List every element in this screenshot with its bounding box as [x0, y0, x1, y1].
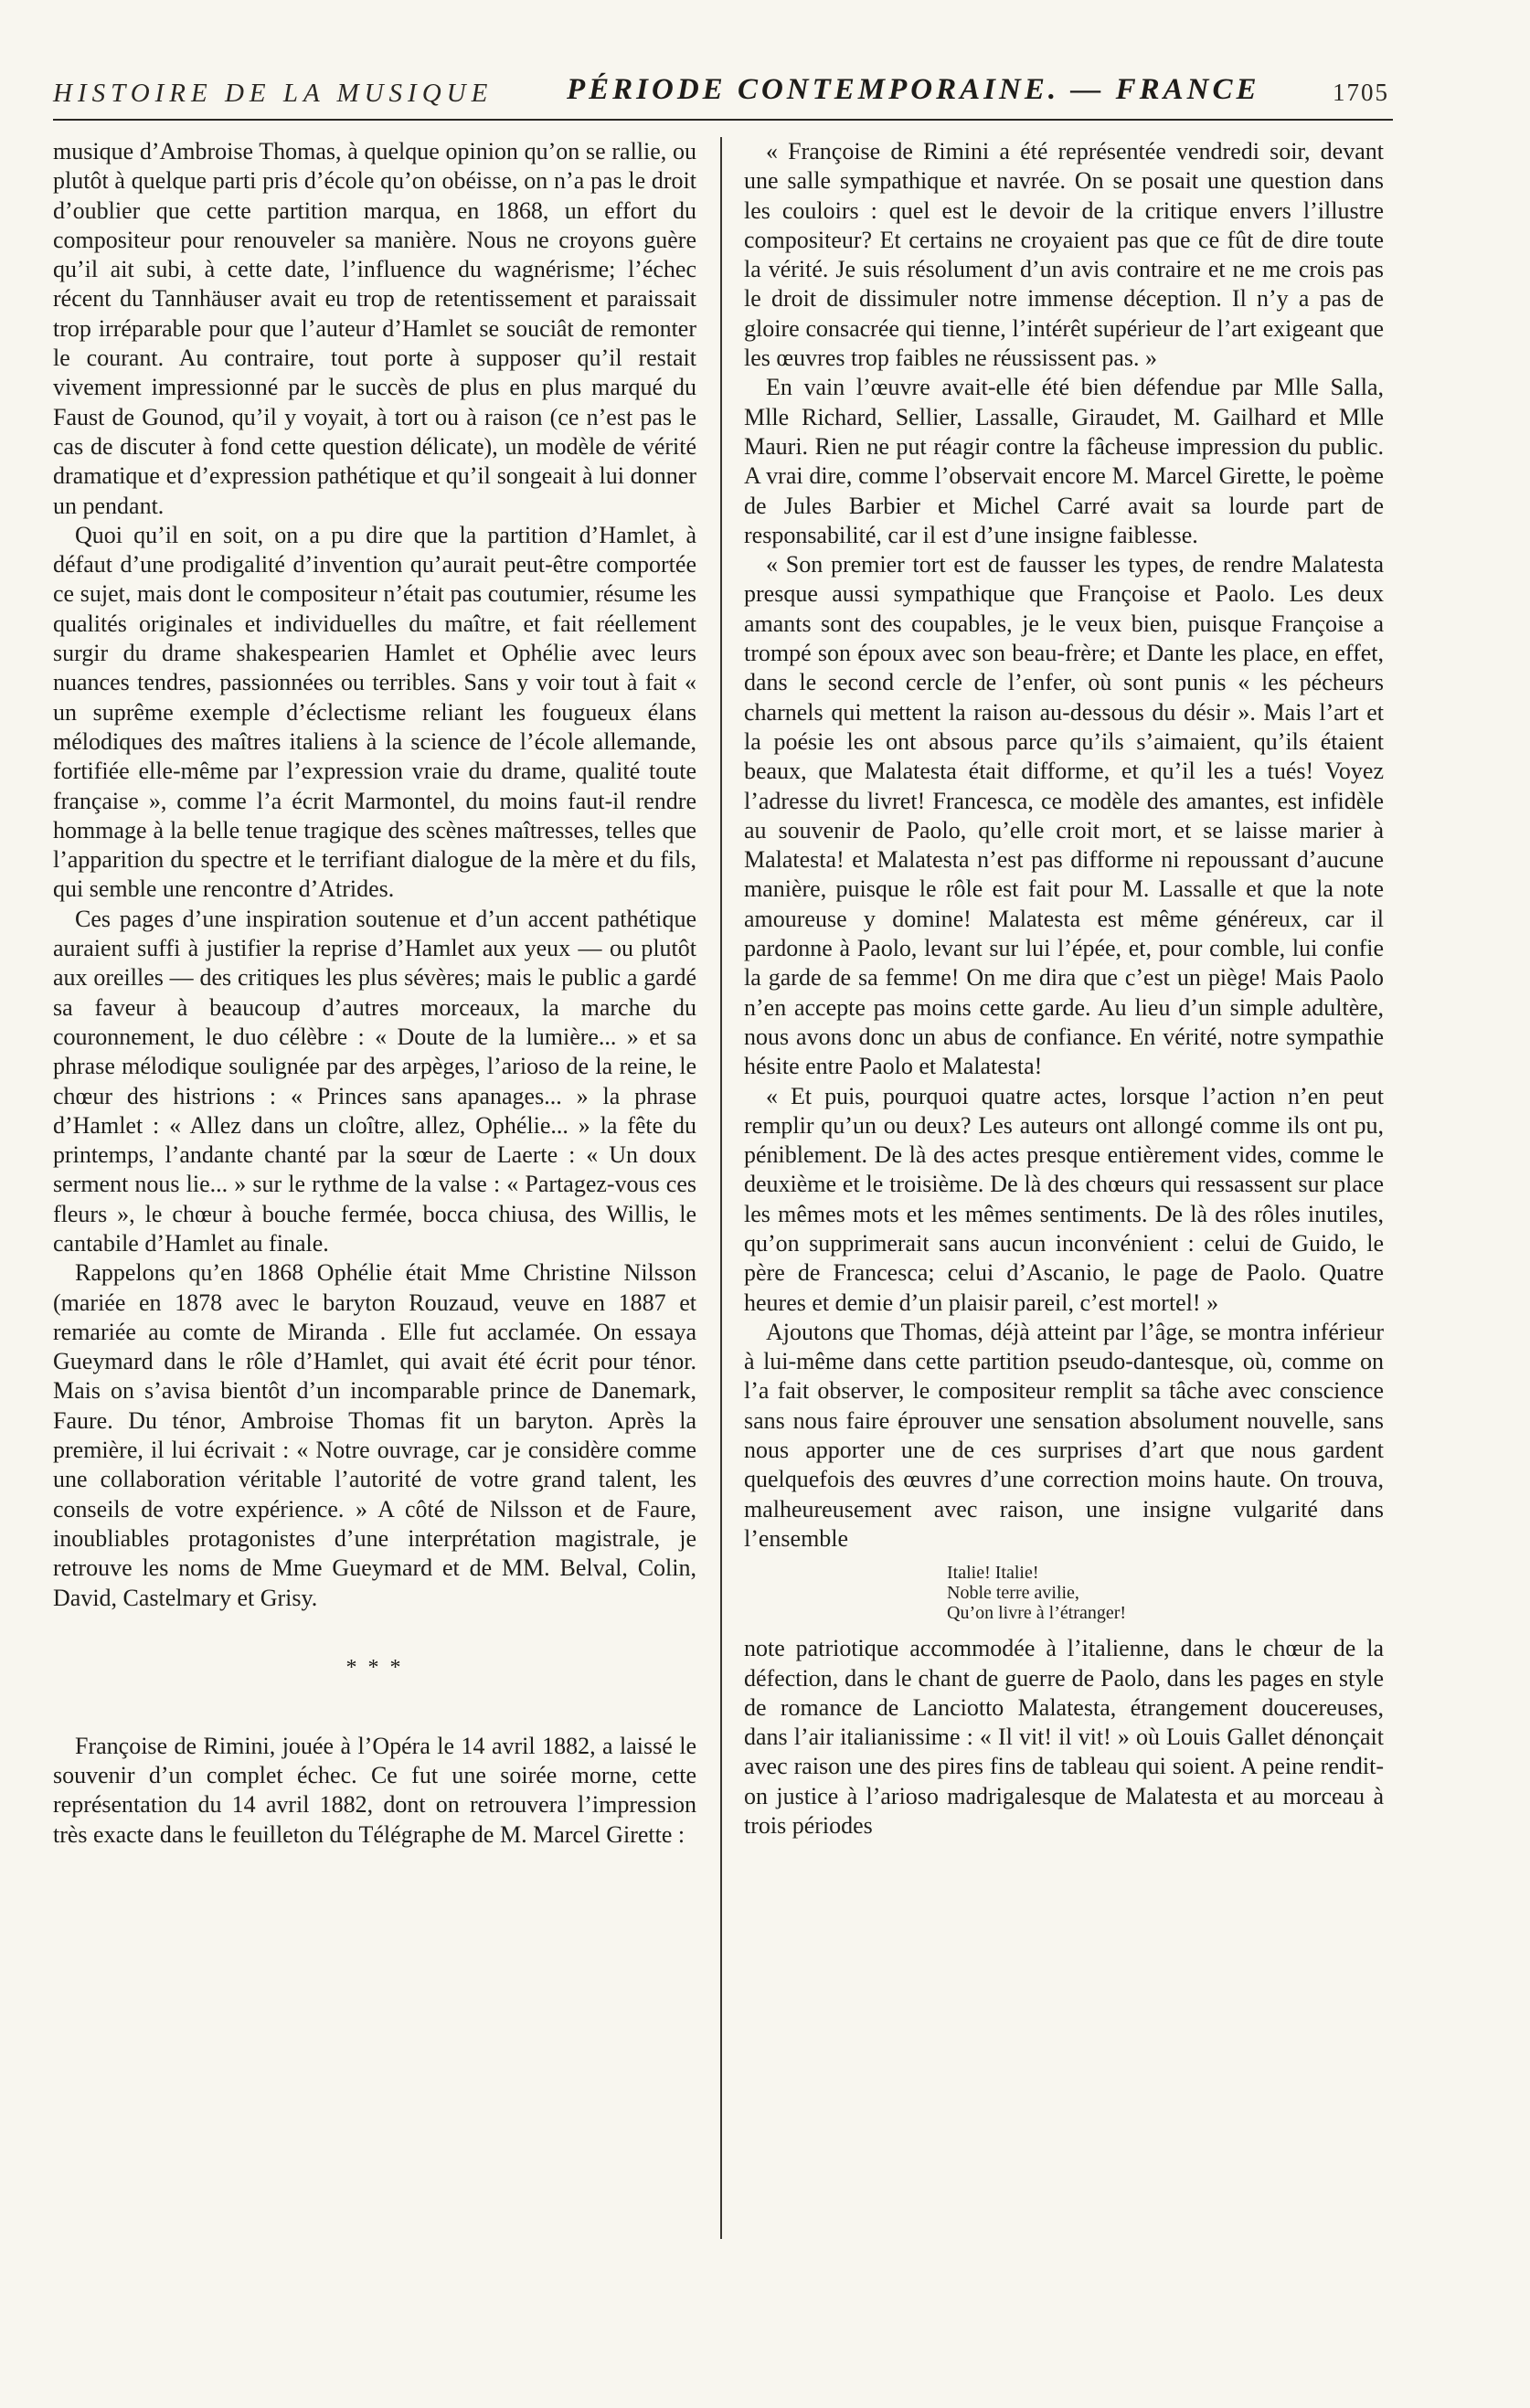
paragraph: note patriotique accommodée à l’italienne, dans le chœur de la défection, dans le chant de guerre de Paolo, dans les pages en style de romance de Lanciotto Malatesta, étrangement doucereuses, dans l’air italianissime : « Il vit! il vit! » où Louis Gallet dénonçait avec raison une des pires fins de tableau qui soient. A peine rendit-on justice à l’arioso madrigalesque de Malatesta et au morceau à trois périodes: [744, 1635, 1384, 1840]
paragraph: Françoise de Rimini, jouée à l’Opéra le 14 avril 1882, a laissé le souvenir d’un complet échec. Ce fut une soirée morne, cette représentation du 14 avril 1882, dont on retrouvera l’impression très exacte dans le feuilleton du Télégraphe de M. Marcel Girette :: [53, 1732, 696, 1848]
section-separator: * * *: [345, 1655, 404, 1680]
paragraph: « Son premier tort est de fausser les types, de rendre Malatesta presque aussi sympathique que Françoise et Paolo. Les deux amants sont des coupables, je le veux bien, puisque Françoise a trompé son époux avec son beau-frère; et Dante les place, en effet, dans le second cercle de l’enfer, où sont punis « les pécheurs charnels qui mettent la raison au-dessous du désir ». Mais l’art et la poésie les ont absous parce qu’ils s’aimaient, qu’ils étaient beaux, que Malatesta était difforme, et qu’il les a tués! Voyez l’adresse du livret! Francesca, ce modèle des amantes, est infidèle au souvenir de Paolo, qu’elle croit mort, et se laisse marier à Malatesta! et Malatesta n’est pas difforme ni repoussant d’aucune manière, puisque le rôle est fait pour M. Lassalle et que la note amoureuse y domine! Malatesta est même généreux, car il pardonne à Paolo, levant sur lui l’épée, et, pour comble, lui confie la garde de sa femme! On me dira que c’est un piège! Mais Paolo n’en accepte pas moins cette garde. Au lieu d’un simple adultère, nous avons donc un abus de confiance. En vérité, notre sympathie hésite entre Paolo et Malatesta!: [744, 551, 1384, 1080]
right-column: [744, 137, 1384, 1840]
paragraph: Quoi qu’il en soit, on a pu dire que la partition d’Hamlet, à défaut d’une prodigalité d’invention qu’aurait peut-être comportée ce sujet, mais dont le compositeur n’était pas coutumier, résume les qualités originales et individuelles du maître, et fait réellement surgir du drame shakespearien Hamlet et Ophélie avec leurs nuances tendres, passionnées ou terribles. Sans y voir tout à fait « un suprême exemple d’éclectisme reliant les fougueux élans mélodiques des maîtres italiens à la science de l’école allemande, fortifiée elle-même par l’expression vraie du drame, qualité toute française », comme l’a écrit Marmontel, du moins faut-il rendre hommage à la belle tenue tragique des scènes maîtresses, telles que l’apparition du spectre et le terrifiant dialogue de la mère et du fils, qui semble une rencontre d’Atrides.: [53, 521, 696, 903]
paragraph: Ajoutons que Thomas, déjà atteint par l’âge, se montra inférieur à lui-même dans cette partition pseudo-dantesque, où, comme on l’a fait observer, le compositeur remplit sa tâche avec conscience sans nous faire éprouver une sensation absolument nouvelle, sans nous apporter une de ces surprises d’art que nous gardent quelquefois des œuvres d’une correction moins haute. On trouva, malheureusement avec raison, une insigne vulgarité dans l’ensemble: [744, 1318, 1384, 1552]
page-number: 1705: [1333, 79, 1389, 106]
column-divider: [720, 137, 722, 2239]
paragraph: Ces pages d’une inspiration soutenue et d’un accent pathétique auraient suffi à justifier la reprise d’Hamlet aux yeux — ou plutôt aux oreilles — des critiques les plus sévères; mais le public a gardé sa faveur à beaucoup d’autres morceaux, la marche du couronnement, le duo célèbre : « Doute de la lumière... » et sa phrase mélodique soulignée par des arpèges, l’arioso de la reine, le chœur des histrions : « Princes sans apanages... » la phrase d’Hamlet : « Allez dans un cloître, allez, Ophélie... » la fête du printemps, l’andante chanté par la sœur de Laerte : « Un doux serment nous lie... » sur le rythme de la valse : « Partagez-vous ces fleurs », le chœur à bouche fermée, bocca chiusa, des Willis, le cantabile d’Hamlet au finale.: [53, 905, 696, 1257]
paragraph: Rappelons qu’en 1868 Ophélie était Mme Christine Nilsson (mariée en 1878 avec le baryton Rouzaud, veuve en 1887 et remariée au comte de Miranda . Elle fut acclamée. On essaya Gueymard dans le rôle d’Hamlet, qui avait été écrit pour ténor. Mais on s’avisa bientôt d’un incomparable prince de Danemark, Faure. Du ténor, Ambroise Thomas fit un baryton. Après la première, il lui écrivait : « Notre ouvrage, car je considère comme une collaboration véritable l’autorité de votre grand talent, les conseils de votre expérience. » A côté de Nilsson et de Faure, inoubliables protagonistes d’une interprétation magistrale, je retrouve les noms de Mme Gueymard et de MM. Belval, Colin, David, Castelmary et Grisy.: [53, 1259, 696, 1611]
verse-line: Qu’on livre à l’étranger!: [947, 1603, 1127, 1624]
header-section-title: PÉRIODE CONTEMPORAINE. — FRANCE: [567, 73, 1260, 106]
paragraph: « Et puis, pourquoi quatre actes, lorsque l’action n’en peut remplir qu’un ou deux? Les auteurs ont allongé comme ils ont pu, péniblement. De là des actes presque entièrement vides, comme le deuxième et le troisième. De là des chœurs qui ressassent sur place les mêmes mots et les mêmes sentiments. De là des rôles inutiles, qu’on supprimerait sans aucun inconvénient : celui de Guido, le père de Francesca; celui d’Ascanio, le page de Paolo. Quatre heures et demie d’un plaisir pareil, c’est mortel! »: [744, 1082, 1384, 1316]
running-header: [53, 73, 1393, 121]
verse-line: Italie! Italie!: [947, 1563, 1039, 1584]
paragraph: « Françoise de Rimini a été représentée vendredi soir, devant une salle sympathique et navrée. On se posait une question dans les couloirs : quel est le devoir de la critique envers l’illustre compositeur? Et certains ne croyaient pas que ce fût de dire toute la vérité. Je suis résolument d’un avis contraire et ne me crois pas le droit de dissimuler notre immense déception. Il n’y a pas de gloire consacrée qui tienne, l’intérêt supérieur de l’art exigeant que les œuvres trop faibles ne réussissent pas. »: [744, 138, 1384, 372]
verse-quote: [947, 1563, 1384, 1623]
header-book-title: HISTOIRE DE LA MUSIQUE: [53, 79, 494, 108]
verse-line: Noble terre avilie,: [947, 1583, 1079, 1604]
paragraph: En vain l’œuvre avait-elle été bien défendue par Mlle Salla, Mlle Richard, Sellier, Lassalle, Giraudet, M. Gailhard et Mlle Mauri. Rien ne put réagir contre la fâcheuse impression du public. A vrai dire, comme l’observait encore M. Marcel Girette, le poème de Jules Barbier et Michel Carré avait sa lourde part de responsabilité, car il est d’une insigne faiblesse.: [744, 374, 1384, 548]
left-column: [53, 137, 696, 1850]
paragraph: musique d’Ambroise Thomas, à quelque opinion qu’on se rallie, ou plutôt à quelque parti pris d’école qu’on obéisse, on n’a pas le droit d’oublier que cette partition marqua, en 1868, un effort du compositeur pour renouveler sa manière. Nous ne croyons guère qu’il ait subi, à cette date, l’influence du wagnérisme; l’échec récent du Tannhäuser avait eu trop de retentissement et paraissait trop irréparable pour que l’auteur d’Hamlet se souciât de remonter le courant. Au contraire, tout porte à supposer qu’il restait vivement impressionné par le succès de plus en plus marqué du Faust de Gounod, qu’il y voyait, à tort ou à raison (ce n’est pas le cas de discuter à fond cette question délicate), un modèle de vérité dramatique et d’expression pathétique et qu’il songeait à lui donner un pendant.: [53, 138, 696, 519]
